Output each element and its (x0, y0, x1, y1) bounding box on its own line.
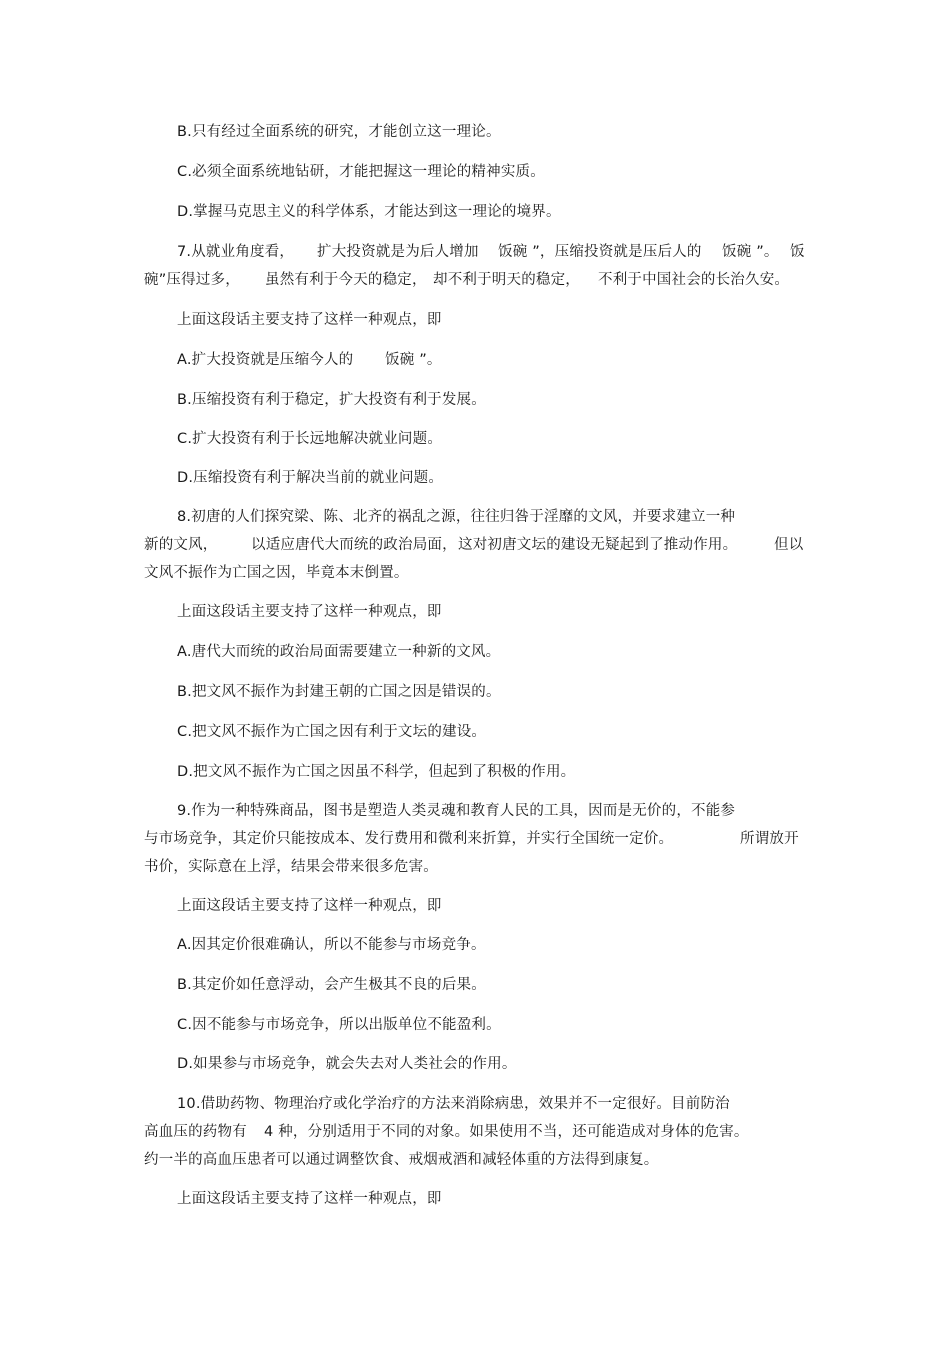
q7-stem-line1-part5: 饭 (790, 244, 805, 260)
q8-stem-line2-part1: 新的文风， (144, 537, 218, 553)
q9-stem-line1: 9.作为一种特殊商品，图书是塑造人类灵魂和教育人民的工具，因而是无价的，不能参 (177, 803, 736, 819)
q9-option-b: B.其定价如任意浮动，会产生极其不良的后果。 (177, 977, 486, 993)
q7-stem-line2-part2: 虽然有利于今天的稳定， (265, 272, 427, 288)
q10-stem-line3: 约一半的高血压患者可以通过调整饮食、戒烟戒酒和减轻体重的方法得到康复。 (144, 1152, 659, 1168)
q9-stem-line2-part1: 与市场竞争，其定价只能按成本、发行费用和微利来折算，并实行全国统一定价。 (144, 831, 674, 847)
q8-option-d: D.把文风不振作为亡国之因虽不科学，但起到了积极的作用。 (177, 764, 576, 780)
q7-option-a-part2: 饭碗 ”。 (385, 352, 442, 368)
q10-stem-line1: 10.借助药物、物理治疗或化学治疗的方法来消除病患，效果并不一定很好。目前防治 (177, 1096, 730, 1112)
q7-stem-line2-part1: 碗”压得过多， (144, 272, 240, 288)
q9-option-a: A.因其定价很难确认，所以不能参与市场竞争。 (177, 937, 486, 953)
q8-option-a: A.唐代大而统的政治局面需要建立一种新的文风。 (177, 644, 501, 660)
q9-option-c: C.因不能参与市场竞争，所以出版单位不能盈利。 (177, 1017, 501, 1033)
q7-option-d: D.压缩投资有利于解决当前的就业问题。 (177, 470, 444, 486)
q8-stem-line3: 文风不振作为亡国之因，毕竟本末倒置。 (144, 565, 409, 581)
q8-stem-line2-part3: 这对初唐文坛的建设无疑起到了推动作用。 (458, 537, 738, 553)
q8-prompt: 上面这段话主要支持了这样一种观点，即 (177, 604, 442, 620)
q8-option-b: B.把文风不振作为封建王朝的亡国之因是错误的。 (177, 684, 501, 700)
q7-option-a-part1: A.扩大投资就是压缩今人的 (177, 352, 354, 368)
q8-stem-line2-part4: 但以 (774, 537, 804, 553)
q7-option-b: B.压缩投资有利于稳定，扩大投资有利于发展。 (177, 392, 486, 408)
q8-stem-line1: 8.初唐的人们探究梁、陈、北齐的祸乱之源，往往归咎于淫靡的文风，并要求建立一种 (177, 509, 736, 525)
q7-stem-line1-part2: 扩大投资就是为后人增加 (317, 244, 479, 260)
q7-prompt: 上面这段话主要支持了这样一种观点，即 (177, 312, 442, 328)
q7-stem-line1-part1: 7.从就业角度看， (177, 244, 295, 260)
q9-prompt: 上面这段话主要支持了这样一种观点，即 (177, 898, 442, 914)
q10-stem-line2-part2: 4 种，分别适用于不同的对象。如果使用不当，还可能造成对身体的危害。 (264, 1124, 749, 1140)
q7-stem-line2-part3: 却不利于明天的稳定， (433, 272, 580, 288)
q8-option-c: C.把文风不振作为亡国之因有利于文坛的建设。 (177, 724, 487, 740)
q7-stem-line1-part3: 饭碗 ”，压缩投资就是压后人的 (498, 244, 702, 260)
q7-stem-line1-part4: 饭碗 ”。 (722, 244, 779, 260)
q6-option-c: C.必须全面系统地钻研，才能把握这一理论的精神实质。 (177, 164, 545, 180)
q10-prompt: 上面这段话主要支持了这样一种观点，即 (177, 1191, 442, 1207)
q9-stem-line2-part2: 所谓放开 (740, 831, 799, 847)
q10-stem-line2-part1: 高血压的药物有 (144, 1124, 247, 1140)
q9-stem-line3: 书价，实际意在上浮，结果会带来很多危害。 (144, 859, 438, 875)
q8-stem-line2-part2: 以适应唐代大而统的政治局面， (251, 537, 457, 553)
q9-option-d: D.如果参与市场竞争，就会失去对人类社会的作用。 (177, 1056, 517, 1072)
q7-option-c: C.扩大投资有利于长远地解决就业问题。 (177, 431, 443, 447)
q6-option-d: D.掌握马克思主义的科学体系，才能达到这一理论的境界。 (177, 204, 561, 220)
q7-stem-line2-part4: 不利于中国社会的长治久安。 (598, 272, 790, 288)
q6-option-b: B.只有经过全面系统的研究，才能创立这一理论。 (177, 124, 501, 140)
